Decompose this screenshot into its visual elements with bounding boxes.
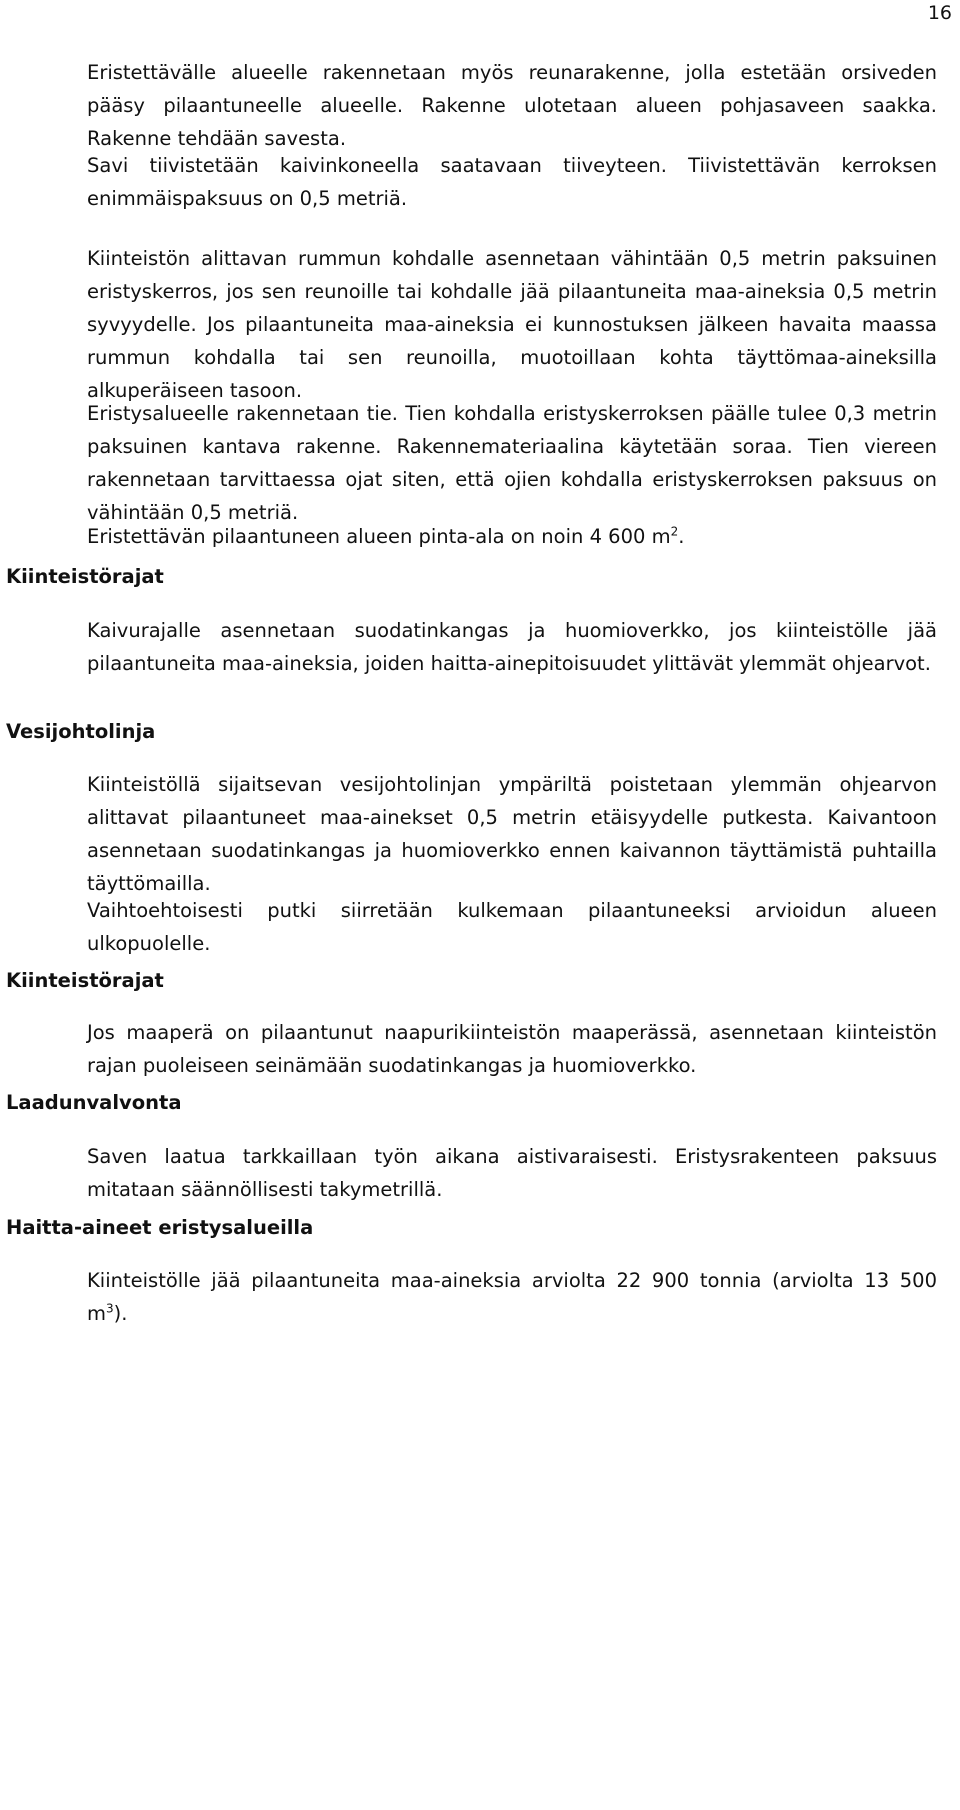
paragraph-reunarakenne: Eristettävälle alueelle rakennetaan myös reunarakenne, jolla estetään orsiveden pääsy pilaantuneelle alueelle. Rakenne ulotetaan alueen pohjasaveen saakka. Rakenne tehdään savesta. [87, 61, 937, 150]
paragraph-tie: Eristysalueelle rakennetaan tie. Tien kohdalla eristyskerroksen päälle tulee 0,3 metrin paksuinen kantava rakenne. Rakennemateriaalina käytetään soraa. Tien viereen rakennetaan tarvittaessa ojat siten, että ojien kohdalla eristyskerroksen paksuus on vähintään 0,5 metriä. [87, 402, 937, 524]
paragraph-kaivuraja: Kaivurajalle asennetaan suodatinkangas ja huomioverkko, jos kiinteistölle jää pilaantuneita maa-aineksia, joiden haitta-ainepitoisuudet ylittävät ylemmät ohjearvot. [87, 619, 937, 675]
heading-vesijohtolinja: Vesijohtolinja [6, 720, 156, 743]
paragraph-vesijohto-2: Vaihtoehtoisesti putki siirretään kulkemaan pilaantuneeksi arvioidun alueen ulkopuolelle. [87, 899, 937, 955]
paragraph-laadunvalvonta: Saven laatua tarkkaillaan työn aikana aistivaraisesti. Eristysrakenteen paksuus mitataan säännöllisesti takymetrillä. [87, 1145, 937, 1201]
page-number: 16 [927, 2, 952, 24]
heading-laadunvalvonta: Laadunvalvonta [6, 1091, 182, 1114]
paragraph-pinta-ala: Eristettävän pilaantuneen alueen pinta-ala on noin 4 600 $m^2$. [87, 524, 685, 548]
paragraph-haitta-aineet: Kiinteistölle jää pilaantuneita maa-aineksia arviolta 22 900 tonnia (arviolta 13 500 $m^3$). [87, 1269, 937, 1325]
heading-kiinteistorajat-2: Kiinteistörajat [6, 969, 164, 992]
heading-kiinteistorajat-1: Kiinteistörajat [6, 565, 164, 588]
paragraph-maapera: Jos maaperä on pilaantunut naapurikiinteistön maaperässä, asennetaan kiinteistön rajan puoleiseen seinämään suodatinkangas ja huomioverkko. [87, 1021, 937, 1077]
paragraph-savi-tiivistys: Savi tiivistetään kaivinkoneella saatavaan tiiveyteen. Tiivistettävän kerroksen enimmäispaksuus on 0,5 metriä. [87, 154, 937, 210]
paragraph-rumpu: Kiinteistön alittavan rummun kohdalle asennetaan vähintään 0,5 metrin paksuinen eristyskerros, jos sen reunoille tai kohdalle jää pilaantuneita maa-aineksia 0,5 metrin syvyydelle. Jos pilaantuneita maa-aineksia ei kunnostuksen jälkeen havaita maassa rummun kohdalla tai sen reunoilla, muotoillaan kohta täyttömaa-aineksilla alkuperäiseen tasoon. [87, 247, 937, 402]
heading-haitta-aineet: Haitta-aineet eristysalueilla [6, 1216, 314, 1239]
paragraph-vesijohto-1: Kiinteistöllä sijaitsevan vesijohtolinjan ympäriltä poistetaan ylemmän ohjearvon alittavat pilaantuneet maa-ainekset 0,5 metrin etäisyydelle putkesta. Kaivantoon asennetaan suodatinkangas ja huomioverkko ennen kaivannon täyttämistä puhtailla täyttömailla. [87, 773, 937, 895]
